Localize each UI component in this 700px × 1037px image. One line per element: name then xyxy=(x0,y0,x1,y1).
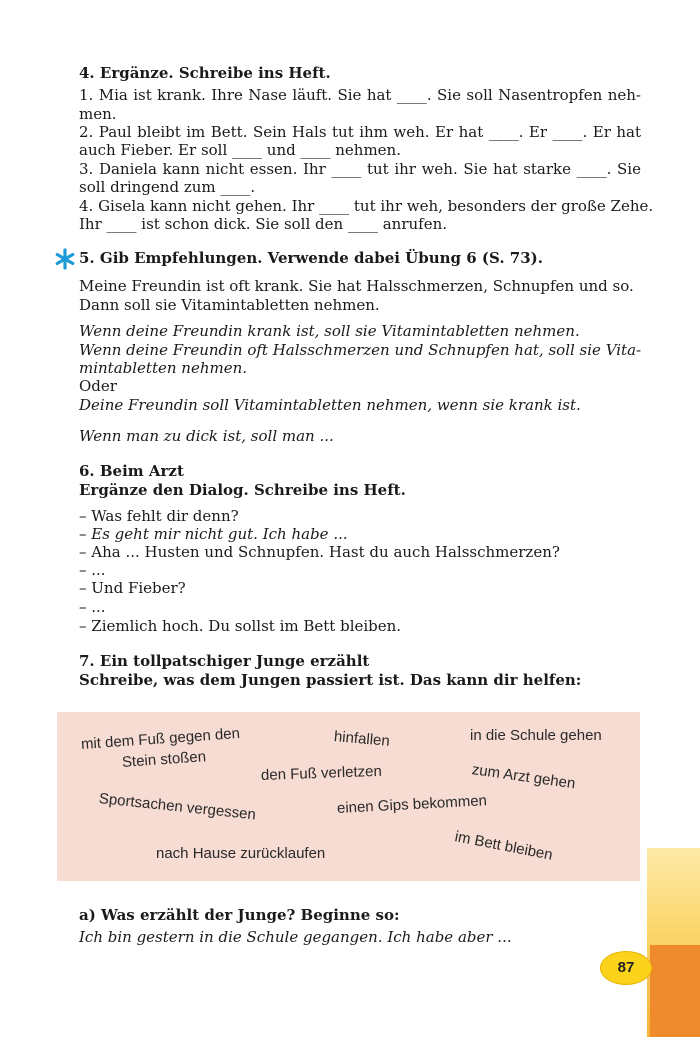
page-number: 87 xyxy=(600,951,652,985)
exercise-5-intro: Dann soll sie Vitamintabletten nehmen. xyxy=(79,296,380,314)
exercise-6-subtitle: Ergänze den Dialog. Schreibe ins Heft. xyxy=(79,481,406,499)
exercise-4-line: Ihr ____ ist schon dick. Sie soll den ____ anrufen. xyxy=(79,215,448,233)
exercise-5-intro: Meine Freundin ist oft krank. Sie hat Halsschmerzen, Schnupfen und so. xyxy=(79,277,634,295)
exercise-5-title: 5. Gib Empfehlungen. Verwende dabei Übung 6 (S. 73). xyxy=(79,249,543,267)
exercise-4-line: 1. Mia ist krank. Ihre Nase läuft. Sie hat ____. Sie soll Nasentropfen neh- xyxy=(79,86,641,104)
exercise-5-example: mintabletten nehmen. xyxy=(79,359,248,377)
exercise-5-example: Wenn deine Freundin krank ist, soll sie Vitamintabletten nehmen. xyxy=(79,322,580,340)
exercise-4-line: men. xyxy=(79,105,117,123)
exercise-4-line: 3. Daniela kann nicht essen. Ihr ____ tut ihr weh. Sie hat starke ____. Sie xyxy=(79,160,641,178)
exercise-4-line: 2. Paul bleibt im Bett. Sein Hals tut ihm weh. Er hat ____. Er ____. Er hat xyxy=(79,123,641,141)
exercise-6-title: 6. Beim Arzt xyxy=(79,462,184,480)
exercise-4-line: soll dringend zum ____. xyxy=(79,178,256,196)
exercise-5-example: Wenn deine Freundin oft Halsschmerzen und Schnupfen hat, soll sie Vita- xyxy=(79,341,642,359)
exercise-5-oder: Oder xyxy=(79,377,117,395)
dialog-line: – ... xyxy=(79,598,106,616)
dialog-line: – ... xyxy=(79,561,106,579)
exercise-7a-text: Ich bin gestern in die Schule gegangen. Ich habe aber ... xyxy=(79,928,512,946)
asterisk-icon xyxy=(54,248,76,270)
dialog-line: – Und Fieber? xyxy=(79,579,186,597)
exercise-5-example: Deine Freundin soll Vitamintabletten nehmen, wenn sie krank ist. xyxy=(79,396,581,414)
exercise-4-line: 4. Gisela kann nicht gehen. Ihr ____ tut ihr weh, besonders der große Zehe. xyxy=(79,197,654,215)
word-chip: einen Gips bekommen xyxy=(336,792,488,817)
word-chip: Sportsachen vergessen xyxy=(98,790,257,824)
exercise-7-title: 7. Ein tollpatschiger Junge erzählt xyxy=(79,652,370,670)
word-chip: im Bett bleiben xyxy=(453,828,555,864)
exercise-7a-title: a) Was erzählt der Junge? Beginne so: xyxy=(79,906,400,924)
word-chip: nach Hause zurücklaufen xyxy=(156,845,326,862)
word-chip: zum Arzt gehen xyxy=(470,761,577,793)
word-chip: den Fuß verletzen xyxy=(260,762,383,784)
exercise-7-subtitle: Schreibe, was dem Jungen passiert ist. Das kann dir helfen: xyxy=(79,671,582,689)
exercise-4-line: auch Fieber. Er soll ____ und ____ nehmen. xyxy=(79,141,401,159)
margin-tab xyxy=(650,945,700,1037)
exercise-4-title: 4. Ergänze. Schreibe ins Heft. xyxy=(79,64,331,82)
word-chip: mit dem Fuß gegen den xyxy=(80,724,241,753)
exercise-5-prompt: Wenn man zu dick ist, soll man ... xyxy=(79,427,334,445)
dialog-line: – Ziemlich hoch. Du sollst im Bett bleiben. xyxy=(79,617,402,635)
word-chip: in die Schule gehen xyxy=(470,727,602,744)
word-chip: hinfallen xyxy=(333,728,391,750)
dialog-line: – Was fehlt dir denn? xyxy=(79,507,239,525)
word-chip: Stein stoßen xyxy=(121,748,207,771)
dialog-line: – Es geht mir nicht gut. Ich habe ... xyxy=(79,525,348,543)
dialog-line: – Aha ... Husten und Schnupfen. Hast du auch Halsschmerzen? xyxy=(79,543,560,561)
